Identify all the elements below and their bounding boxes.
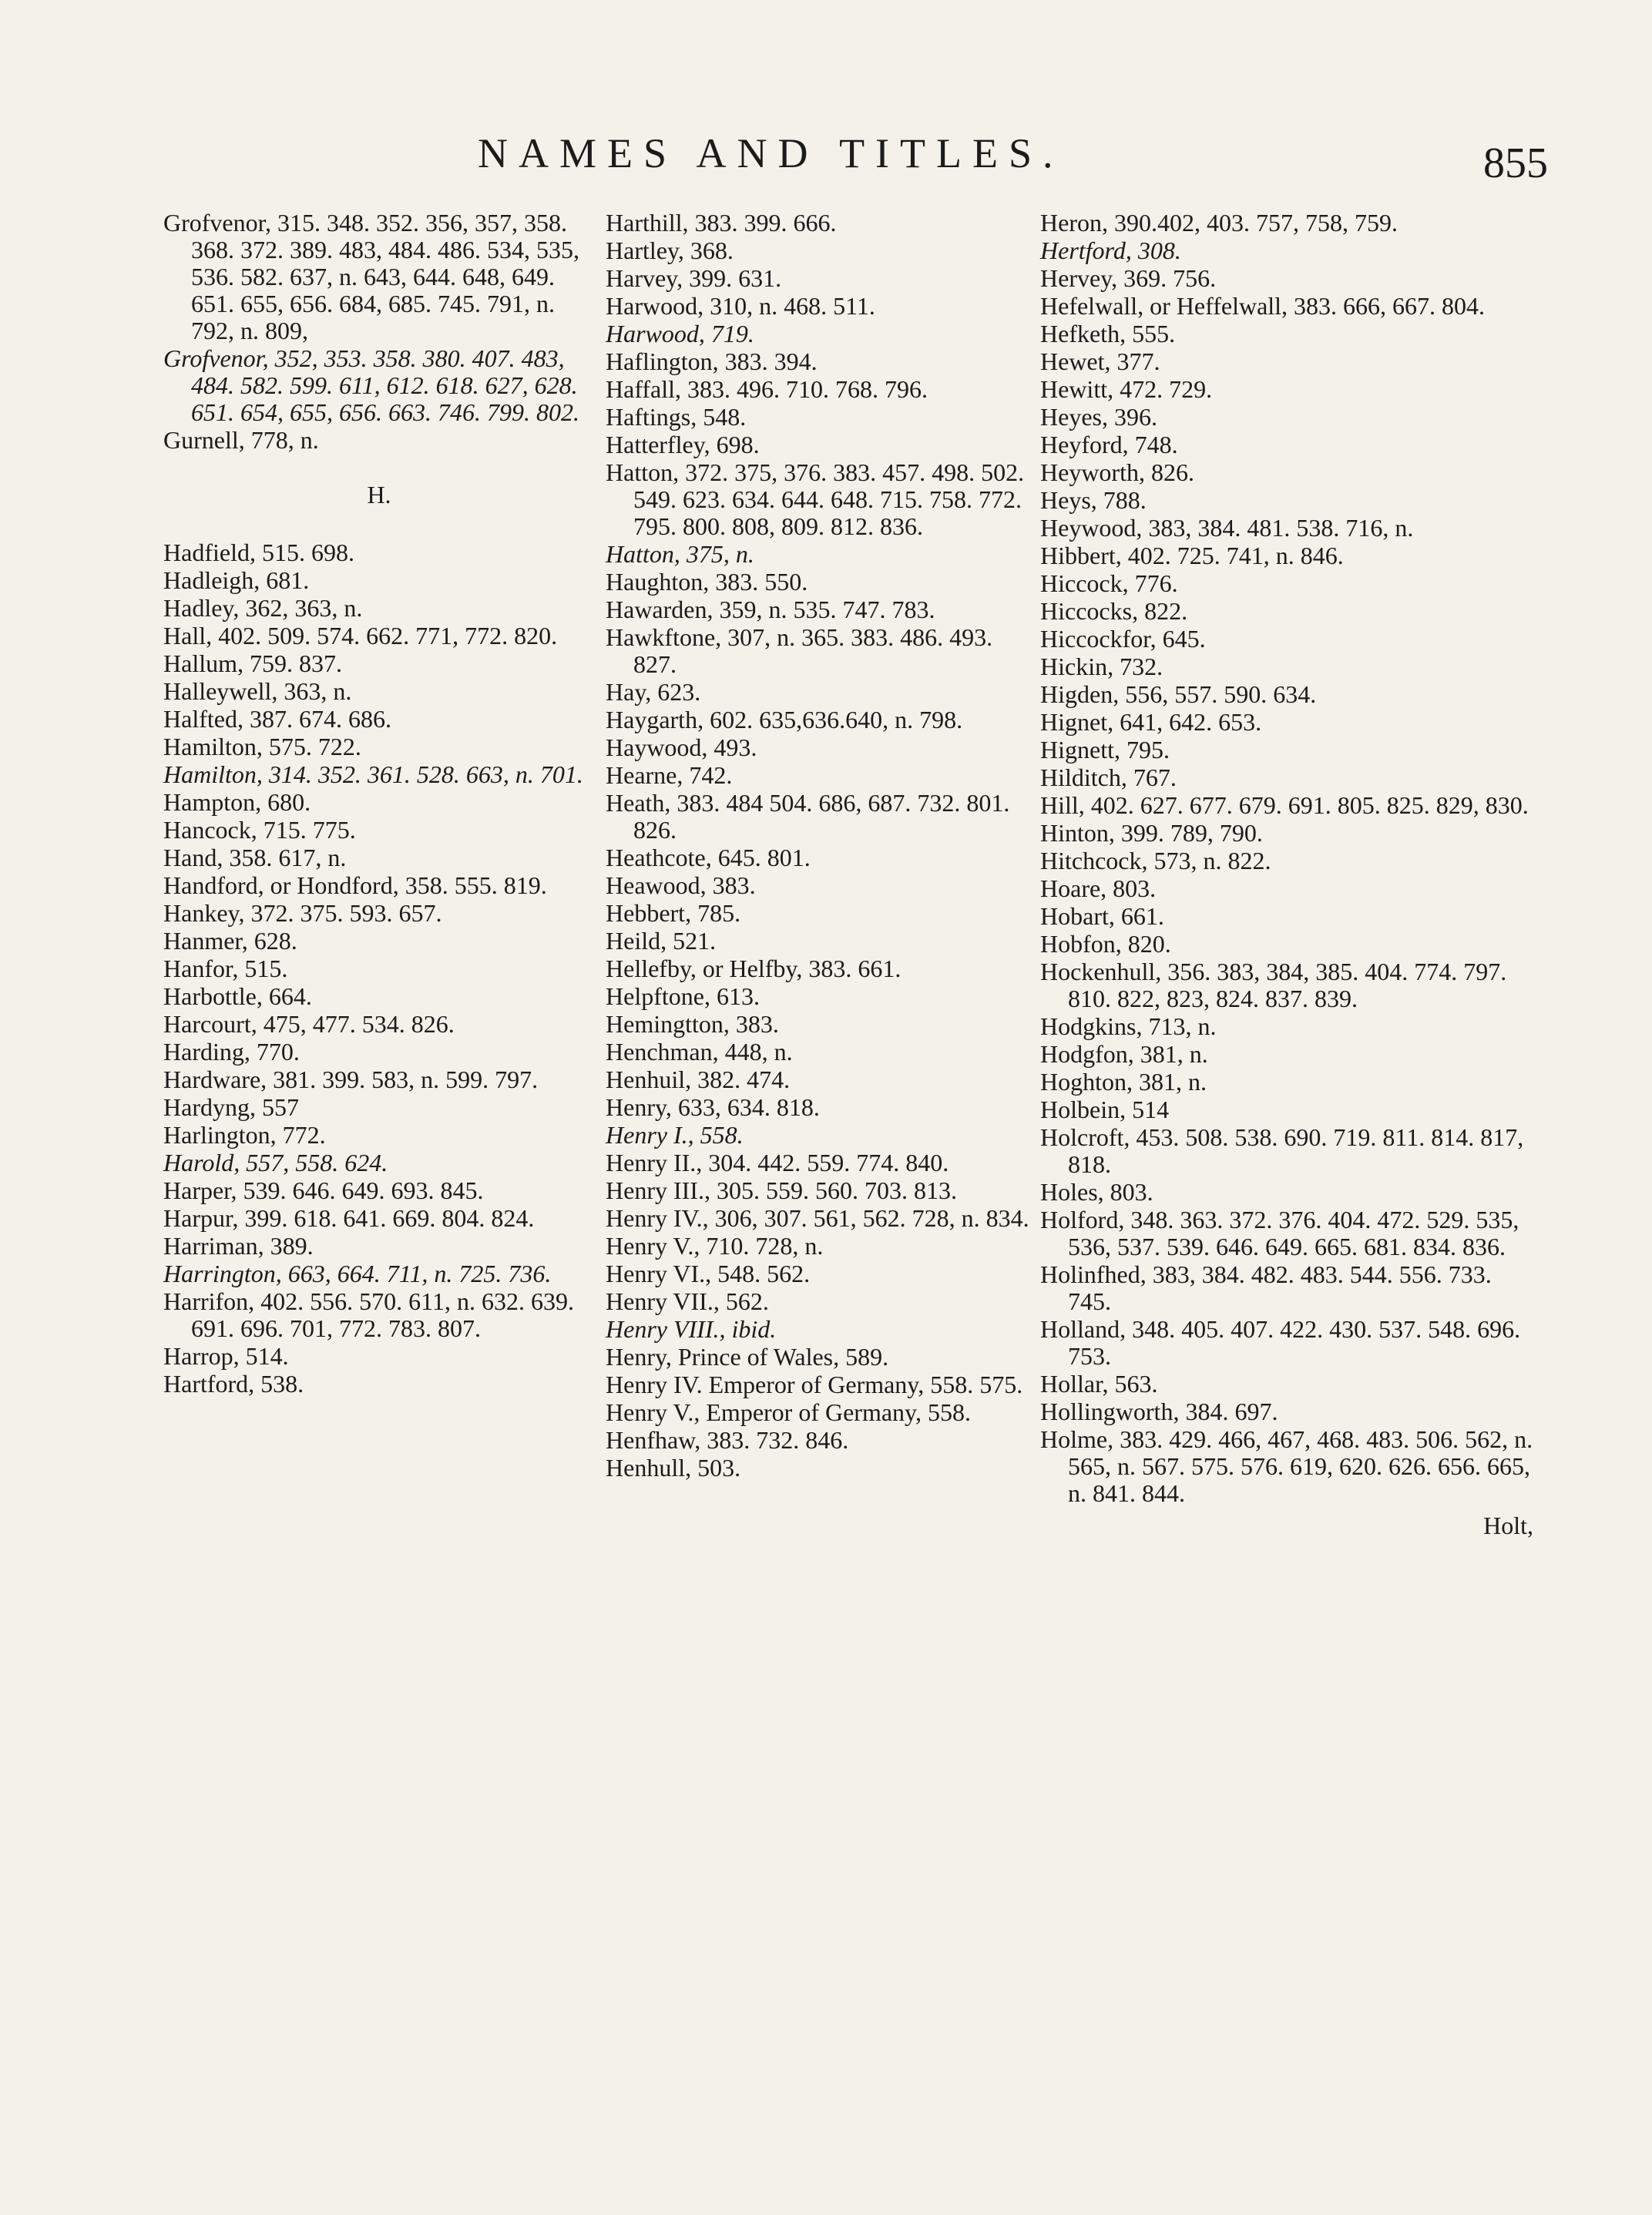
index-entry: Harold, 557, 558. 624. bbox=[163, 1149, 388, 1176]
index-entry: Henry V., Emperor of Germany, 558. bbox=[606, 1398, 971, 1426]
index-entry: Heyes, 396. bbox=[1040, 403, 1157, 431]
index-entry: Hollar, 563. bbox=[1040, 1370, 1158, 1398]
index-entry: Grofvenor, 352, 353. 358. 380. 407. 483, 484. 582. 599. 611, 612. 618. 627, 628. 651. 654, 655, 656. 663. 746. 799. 802. bbox=[163, 344, 584, 426]
running-header: NAMES AND TITLES. bbox=[478, 130, 1064, 176]
index-entry: Hodgkins, 713, n. bbox=[1040, 1012, 1217, 1040]
index-entry: Harlington, 772. bbox=[163, 1121, 326, 1149]
index-entry: Hellefby, or Helfby, 383. 661. bbox=[606, 955, 902, 982]
index-entry: Harbottle, 664. bbox=[163, 982, 312, 1010]
index-entry: Hefelwall, or Heffelwall, 383. 666, 667. 804. bbox=[1040, 292, 1486, 320]
index-entry: Hobart, 661. bbox=[1040, 902, 1164, 930]
index-entry: Henry, Prince of Wales, 589. bbox=[606, 1343, 889, 1371]
index-column-1 bbox=[163, 210, 595, 1398]
index-entry: Hartley, 368. bbox=[606, 237, 734, 264]
index-entry: Hervey, 369. 756. bbox=[1040, 264, 1217, 292]
index-entry: Hamilton, 314. 352. 361. 528. 663, n. 701. bbox=[163, 760, 583, 788]
index-entry: Hanfor, 515. bbox=[163, 955, 288, 982]
page-number: 855 bbox=[1483, 139, 1548, 187]
index-entry: Hawkftone, 307, n. 365. 383. 486. 493. 827. bbox=[606, 623, 999, 678]
section-letter: H. bbox=[367, 481, 391, 508]
index-entry: Harriman, 389. bbox=[163, 1232, 314, 1260]
index-entry: Henry VI., 548. 562. bbox=[606, 1260, 811, 1287]
index-entry: Harrifon, 402. 556. 570. 611, n. 632. 639. 691. 696. 701, 772. 783. 807. bbox=[163, 1287, 580, 1342]
index-entry: Heys, 788. bbox=[1040, 486, 1147, 514]
index-entry: Henhuil, 382. 474. bbox=[606, 1066, 791, 1093]
index-entry: Halfted, 387. 674. 686. bbox=[163, 705, 391, 733]
index-entry: Heyworth, 826. bbox=[1040, 458, 1194, 486]
index-entry: Hardware, 381. 399. 583, n. 599. 797. bbox=[163, 1066, 539, 1093]
index-entry: Heywood, 383, 384. 481. 538. 716, n. bbox=[1040, 514, 1414, 542]
index-entry: Heron, 390.402, 403. 757, 758, 759. bbox=[1040, 209, 1398, 237]
index-entry: Haygarth, 602. 635,636.640, n. 798. bbox=[606, 706, 963, 733]
catchword: Holt, bbox=[1483, 1512, 1533, 1539]
index-entry: Holland, 348. 405. 407. 422. 430. 537. 548. 696. 753. bbox=[1040, 1315, 1527, 1370]
index-entry: Holbein, 514 bbox=[1040, 1096, 1170, 1123]
index-entry: Hewitt, 472. 729. bbox=[1040, 375, 1213, 403]
index-entry: Holinfhed, 383, 384. 482. 483. 544. 556. 733. 745. bbox=[1040, 1260, 1498, 1315]
index-entry: Harding, 770. bbox=[163, 1038, 300, 1066]
index-entry: Heild, 521. bbox=[606, 927, 717, 955]
index-entry: Harwood, 310, n. 468. 511. bbox=[606, 292, 875, 320]
index-entry: Hankey, 372. 375. 593. 657. bbox=[163, 899, 442, 927]
index-entry: Hatton, 375, n. bbox=[606, 540, 754, 568]
index-entry: Hartford, 538. bbox=[163, 1370, 304, 1398]
index-entry: Hill, 402. 627. 677. 679. 691. 805. 825. 829, 830. bbox=[1040, 791, 1529, 819]
index-entry: Hand, 358. 617, n. bbox=[163, 844, 347, 871]
index-entry: Grofvenor, 315. 348. 352. 356, 357, 358. 368. 372. 389. 483, 484. 486. 534, 535, 536. 582. 637, n. 643, 644. 648, 649. 651. 655, 656. 684, 685. 745. 791, n. 792, n. 809, bbox=[163, 209, 586, 344]
index-entry: Hickin, 732. bbox=[1040, 653, 1163, 680]
index-entry: Hamilton, 575. 722. bbox=[163, 733, 361, 760]
index-entry: Hitchcock, 573, n. 822. bbox=[1040, 847, 1271, 874]
index-entry: Holes, 803. bbox=[1040, 1178, 1153, 1206]
index-column-3 bbox=[1040, 209, 1540, 1540]
index-entry: Harrop, 514. bbox=[163, 1342, 289, 1370]
index-entry: Haflington, 383. 394. bbox=[606, 347, 818, 375]
index-entry: Haughton, 383. 550. bbox=[606, 568, 808, 596]
index-entry: Hinton, 399. 789, 790. bbox=[1040, 819, 1263, 847]
index-entry: Handford, or Hondford, 358. 555. 819. bbox=[163, 871, 547, 899]
index-entry: Henry VII., 562. bbox=[606, 1287, 769, 1315]
index-entry: Henry IV., 306, 307. 561, 562. 728, n. 834. bbox=[606, 1204, 1029, 1232]
index-entry: Henry VIII., ibid. bbox=[606, 1315, 777, 1343]
index-entry: Hadley, 362, 363, n. bbox=[163, 594, 363, 622]
index-entry: Halleywell, 363, n. bbox=[163, 677, 352, 705]
index-entry: Harrington, 663, 664. 711, n. 725. 736. bbox=[163, 1260, 552, 1287]
index-entry: Holme, 383. 429. 466, 467, 468. 483. 506. 562, n. 565, n. 567. 575. 576. 619, 620. 626. 656. 665, n. 841. 844. bbox=[1040, 1425, 1540, 1507]
index-entry: Hobfon, 820. bbox=[1040, 930, 1171, 958]
index-entry: Henfhaw, 383. 732. 846. bbox=[606, 1426, 849, 1454]
index-entry: Hilditch, 767. bbox=[1040, 764, 1177, 791]
index-entry: Henhull, 503. bbox=[606, 1454, 741, 1482]
index-entry: Hignet, 641, 642. 653. bbox=[1040, 708, 1262, 736]
index-entry: Henry I., 558. bbox=[606, 1121, 744, 1149]
index-entry: Haffall, 383. 496. 710. 768. 796. bbox=[606, 375, 928, 403]
index-entry: Haftings, 548. bbox=[606, 403, 747, 431]
index-entry: Hay, 623. bbox=[606, 678, 701, 706]
index-entry: Harthill, 383. 399. 666. bbox=[606, 209, 837, 237]
index-entry: Henry IV. Emperor of Germany, 558. 575. bbox=[606, 1371, 1023, 1398]
index-entry: Hancock, 715. 775. bbox=[163, 816, 356, 844]
index-entry: Hardyng, 557 bbox=[163, 1093, 299, 1121]
index-entry: Hadleigh, 681. bbox=[163, 566, 310, 594]
index-entry: Harvey, 399. 631. bbox=[606, 264, 782, 292]
index-entry: Hiccocks, 822. bbox=[1040, 597, 1188, 625]
index-entry: Hefketh, 555. bbox=[1040, 320, 1176, 347]
index-entry: Hiccock, 776. bbox=[1040, 569, 1178, 597]
index-entry: Hewet, 377. bbox=[1040, 347, 1160, 375]
index-entry: Henry II., 304. 442. 559. 774. 840. bbox=[606, 1149, 949, 1176]
index-entry: Heyford, 748. bbox=[1040, 431, 1178, 458]
index-entry: Harper, 539. 646. 649. 693. 845. bbox=[163, 1176, 484, 1204]
index-entry: Hampton, 680. bbox=[163, 788, 311, 816]
index-entry: Hoghton, 381, n. bbox=[1040, 1068, 1207, 1096]
index-entry: Hibbert, 402. 725. 741, n. 846. bbox=[1040, 542, 1344, 569]
index-entry: Hiccockfor, 645. bbox=[1040, 625, 1206, 653]
index-entry: Heawood, 383. bbox=[606, 871, 756, 899]
index-entry: Haywood, 493. bbox=[606, 733, 757, 761]
index-column-2 bbox=[606, 210, 1037, 1482]
index-entry: Harwood, 719. bbox=[606, 320, 754, 347]
index-entry: Holcroft, 453. 508. 538. 690. 719. 811. 814. 817, 818. bbox=[1040, 1123, 1530, 1178]
index-entry: Hollingworth, 384. 697. bbox=[1040, 1398, 1278, 1425]
index-entry: Holford, 348. 363. 372. 376. 404. 472. 529. 535, 536, 537. 539. 646. 649. 665. 681. 834. 836. bbox=[1040, 1206, 1526, 1260]
index-entry: Gurnell, 778, n. bbox=[163, 426, 319, 454]
index-entry: Helpftone, 613. bbox=[606, 982, 760, 1010]
index-entry: Hanmer, 628. bbox=[163, 927, 297, 955]
index-entry: Hearne, 742. bbox=[606, 761, 733, 789]
index-entry: Heathcote, 645. 801. bbox=[606, 844, 811, 871]
index-entry: Henry, 633, 634. 818. bbox=[606, 1093, 820, 1121]
index-entry: Hatton, 372. 375, 376. 383. 457. 498. 502. 549. 623. 634. 644. 648. 715. 758. 772. 795. 800. 808, 809. 812. 836. bbox=[606, 458, 1031, 540]
index-entry: Hebbert, 785. bbox=[606, 899, 741, 927]
index-entry: Higden, 556, 557. 590. 634. bbox=[1040, 680, 1317, 708]
index-entry: Henchman, 448, n. bbox=[606, 1038, 793, 1066]
index-entry: Heath, 383. 484 504. 686, 687. 732. 801. 826. bbox=[606, 789, 1016, 844]
index-entry: Hignett, 795. bbox=[1040, 736, 1170, 764]
index-entry: Henry III., 305. 559. 560. 703. 813. bbox=[606, 1176, 957, 1204]
index-entry: Hadfield, 515. 698. bbox=[163, 539, 354, 566]
index-entry: Hertford, 308. bbox=[1040, 237, 1181, 264]
index-entry: Hockenhull, 356. 383, 384, 385. 404. 774. 797. 810. 822, 823, 824. 837. 839. bbox=[1040, 958, 1513, 1012]
index-entry: Hoare, 803. bbox=[1040, 874, 1157, 902]
index-entry: Hodgfon, 381, n. bbox=[1040, 1040, 1208, 1068]
index-entry: Henry V., 710. 728, n. bbox=[606, 1232, 824, 1260]
index-entry: Harpur, 399. 618. 641. 669. 804. 824. bbox=[163, 1204, 535, 1232]
index-entry: Hallum, 759. 837. bbox=[163, 649, 342, 677]
index-entry: Hall, 402. 509. 574. 662. 771, 772. 820. bbox=[163, 622, 558, 649]
index-entry: Hawarden, 359, n. 535. 747. 783. bbox=[606, 596, 935, 623]
index-entry: Hatterfley, 698. bbox=[606, 431, 760, 458]
index-entry: Hemingtton, 383. bbox=[606, 1010, 779, 1038]
index-entry: Harcourt, 475, 477. 534. 826. bbox=[163, 1010, 455, 1038]
